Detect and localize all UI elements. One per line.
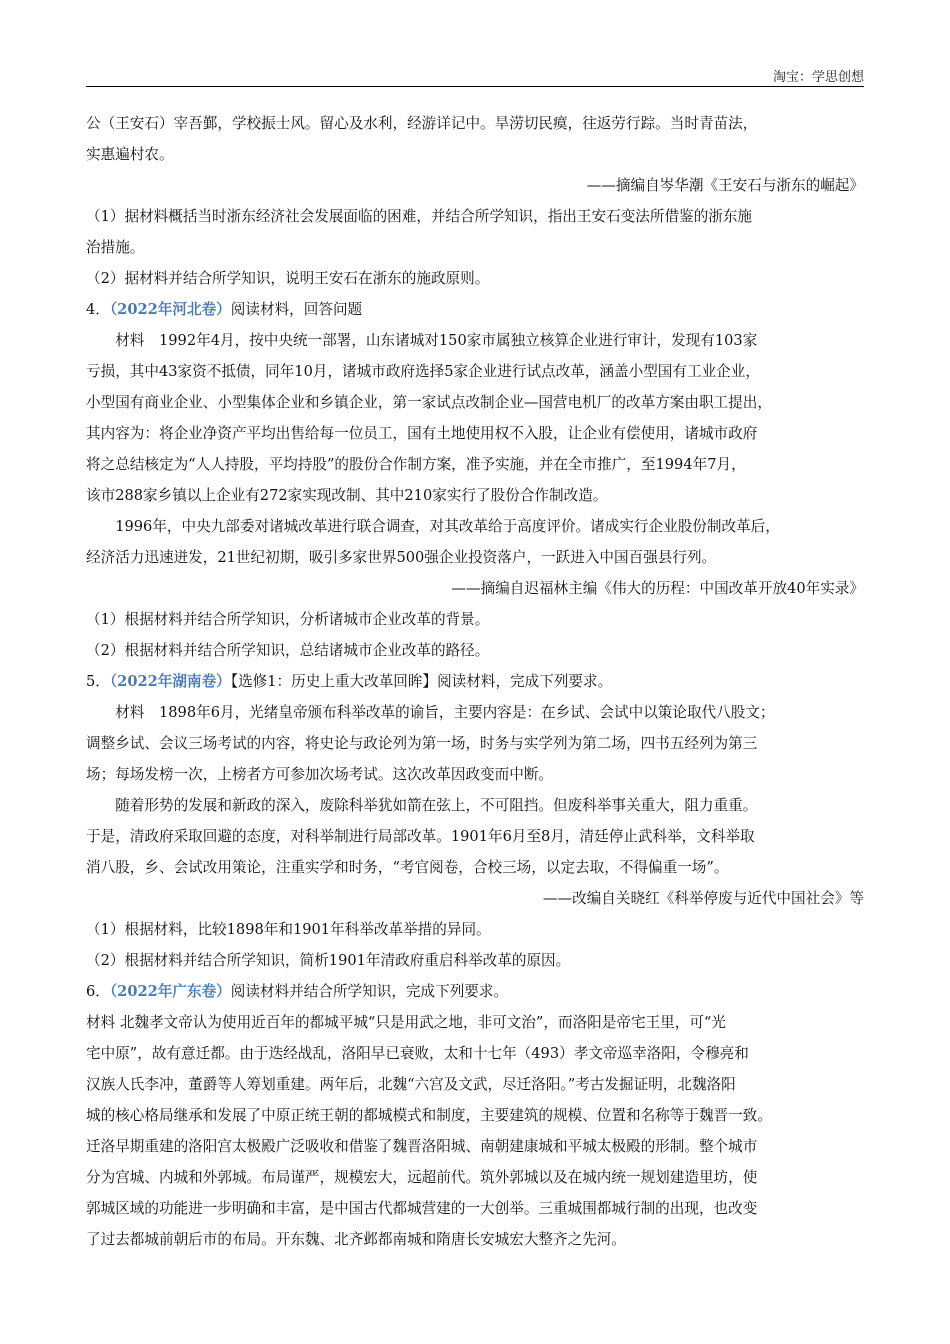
q3-source: ——摘编自岑华潮《王安石与浙东的崛起》 [586, 177, 864, 194]
text-line: 分为宫城、内城和外郭城。布局谨严，规模宏大，远超前代。筑外郭城以及在城内统一规划建造里坊，使 [86, 1169, 758, 1186]
text-line: 亏损，其中43家资不抵债，同年10月，诸城市政府选择5家企业进行试点改革，涵盖小型国有工业企业， [86, 363, 760, 380]
q3-subquestion-1 [86, 201, 864, 263]
q6-heading [86, 976, 864, 1007]
text-line: 小型国有商业企业、小型集体企业和乡镇企业，第一家试点改制企业—国营电机厂的改革方案由职工提出， [86, 394, 772, 411]
header-shop-name: 淘宝：学思创想 [772, 70, 864, 85]
text-line: 材料 1898年6月，光绪皇帝颁布科举改革的谕旨，主要内容是：在乡试、会试中以策论取代八股文； [115, 704, 775, 721]
text-line: 将之总结核定为“人人持股，平均持股”的股份合作制方案，准予实施，并在全市推广，至1994年7月， [86, 456, 746, 473]
text-line: 郭城区域的功能进一步明确和丰富，是中国古代都城营建的一大创举。三重城围都城行制的出现，也改变 [86, 1200, 758, 1217]
q4-number: 4． [86, 301, 110, 318]
q6-source-tag: （2022年广东卷） [109, 983, 231, 1000]
text-line: 公（王安石）宰吾鄞，学校振士风。留心及水利，经游详记中。旱涝切民瘼，往返劳行踪。当时青苗法， [86, 115, 758, 132]
text-line: 治措施。 [86, 239, 145, 256]
header-divider [86, 86, 864, 87]
text-line: 场；每场发榜一次，上榜者方可参加次场考试。这次改革因政变而中断。 [86, 766, 554, 783]
text-line: 1996年，中央九部委对诸城改革进行联合调查，对其改革给于高度评价。诸成实行企业股份制改革后， [115, 518, 780, 535]
text-line: 随着形势的发展和新政的深入，废除科举犹如箭在弦上，不可阻挡。但废科举事关重大，阻力重重。 [115, 797, 758, 814]
q6-number: 6． [86, 983, 110, 1000]
text-line: 消八股，乡、会试改用策论，注重实学和时务，“考官阅卷，合校三场，以定去取，不得偏重一场”。 [86, 859, 729, 876]
text-line: 经济活力迅速迸发，21世纪初期，吸引多家世界500强企业投资落户，一跃进入中国百强县行列。 [86, 549, 717, 566]
text-line: 宅中原”，故有意迁都。由于迭经战乱，洛阳早已衰败，太和十七年（493）孝文帝巡幸洛阳，令穆亮和 [86, 1045, 749, 1062]
text-line: 材料 1992年4月，按中央统一部署，山东诸城对150家市属独立核算企业进行审计，发现有103家 [115, 332, 758, 349]
text-line: 该市288家乡镇以上企业有272家实现改制、其中210家实行了股份合作制改造。 [86, 487, 608, 504]
q4-heading [86, 294, 864, 325]
q4-subquestion-2: （2）根据材料并结合所学知识，总结诸城市企业改革的路径。 [86, 642, 490, 659]
q4-prompt: 阅读材料，回答问题 [230, 301, 363, 318]
q4-subquestion-1: （1）根据材料并结合所学知识，分析诸城市企业改革的背景。 [86, 611, 490, 628]
q5-subquestion-2: （2）根据材料并结合所学知识，简析1901年清政府重启科举改革的原因。 [86, 952, 571, 969]
q5-prompt: 【选修1：历史上重大改革回眸】阅读材料，完成下列要求。 [230, 673, 613, 690]
q3-material-tail [86, 108, 864, 170]
text-line: 其内容为：将企业净资产平均出售给每一位员工，国有土地使用权不入股，让企业有偿使用，诸城市政府 [86, 425, 758, 442]
text-line: 材料 北魏孝文帝认为使用近百年的都城平城“只是用武之地，非可文治”，而洛阳是帝宅王里，可“光 [86, 1014, 726, 1031]
q5-material-para-1 [86, 697, 864, 790]
text-line: 于是，清政府采取回避的态度，对科举制进行局部改革。1901年6月至8月，清廷停止武科举，文科举取 [86, 828, 755, 845]
text-line: 调整乡试、会议三场考试的内容，将史论与政论列为第一场，时务与实学列为第二场，四书五经列为第三 [86, 735, 758, 752]
q3-subquestion-2: （2）据材料并结合所学知识，说明王安石在浙东的施政原则。 [86, 270, 490, 287]
q5-heading [86, 666, 864, 697]
document-body [86, 108, 864, 1255]
text-line: （1）据材料概括当时浙东经济社会发展面临的困难，并结合所学知识，指出王安石变法所借鉴的浙东施 [86, 208, 753, 225]
text-line: 实惠遍村农。 [86, 146, 174, 163]
q4-material-para-2 [86, 511, 864, 573]
q5-number: 5． [86, 673, 110, 690]
text-line: 迁洛早期重建的洛阳宫太极殿广泛吸收和借鉴了魏晋洛阳城、南朝建康城和平城太极殿的形制。整个城市 [86, 1138, 758, 1155]
q6-material [86, 1007, 864, 1255]
q5-material-para-2 [86, 790, 864, 883]
text-line: 了过去都城前朝后市的布局。开东魏、北齐邺都南城和隋唐长安城宏大整齐之先河。 [86, 1231, 626, 1248]
text-line: 城的核心格局继承和发展了中原正统王朝的都城模式和制度，主要建筑的规模、位置和名称等于魏晋一致。 [86, 1107, 772, 1124]
q5-source-tag: （2022年湖南卷） [109, 673, 231, 690]
q4-source-tag: （2022年河北卷） [109, 301, 231, 318]
q5-subquestion-1: （1）根据材料，比较1898年和1901年科举改革举措的异同。 [86, 921, 491, 938]
q4-material-para-1 [86, 325, 864, 511]
q6-prompt: 阅读材料并结合所学知识，完成下列要求。 [230, 983, 509, 1000]
q4-source: ——摘编自迟福林主编《伟大的历程：中国改革开放40年实录》 [451, 580, 864, 597]
q5-source: ——改编自关晓红《科举停废与近代中国社会》等 [542, 890, 864, 907]
text-line: 汉族人氏李冲，董爵等人筹划重建。两年后，北魏“六宫及文武，尽迁洛阳。”考古发掘证明，北魏洛阳 [86, 1076, 736, 1093]
